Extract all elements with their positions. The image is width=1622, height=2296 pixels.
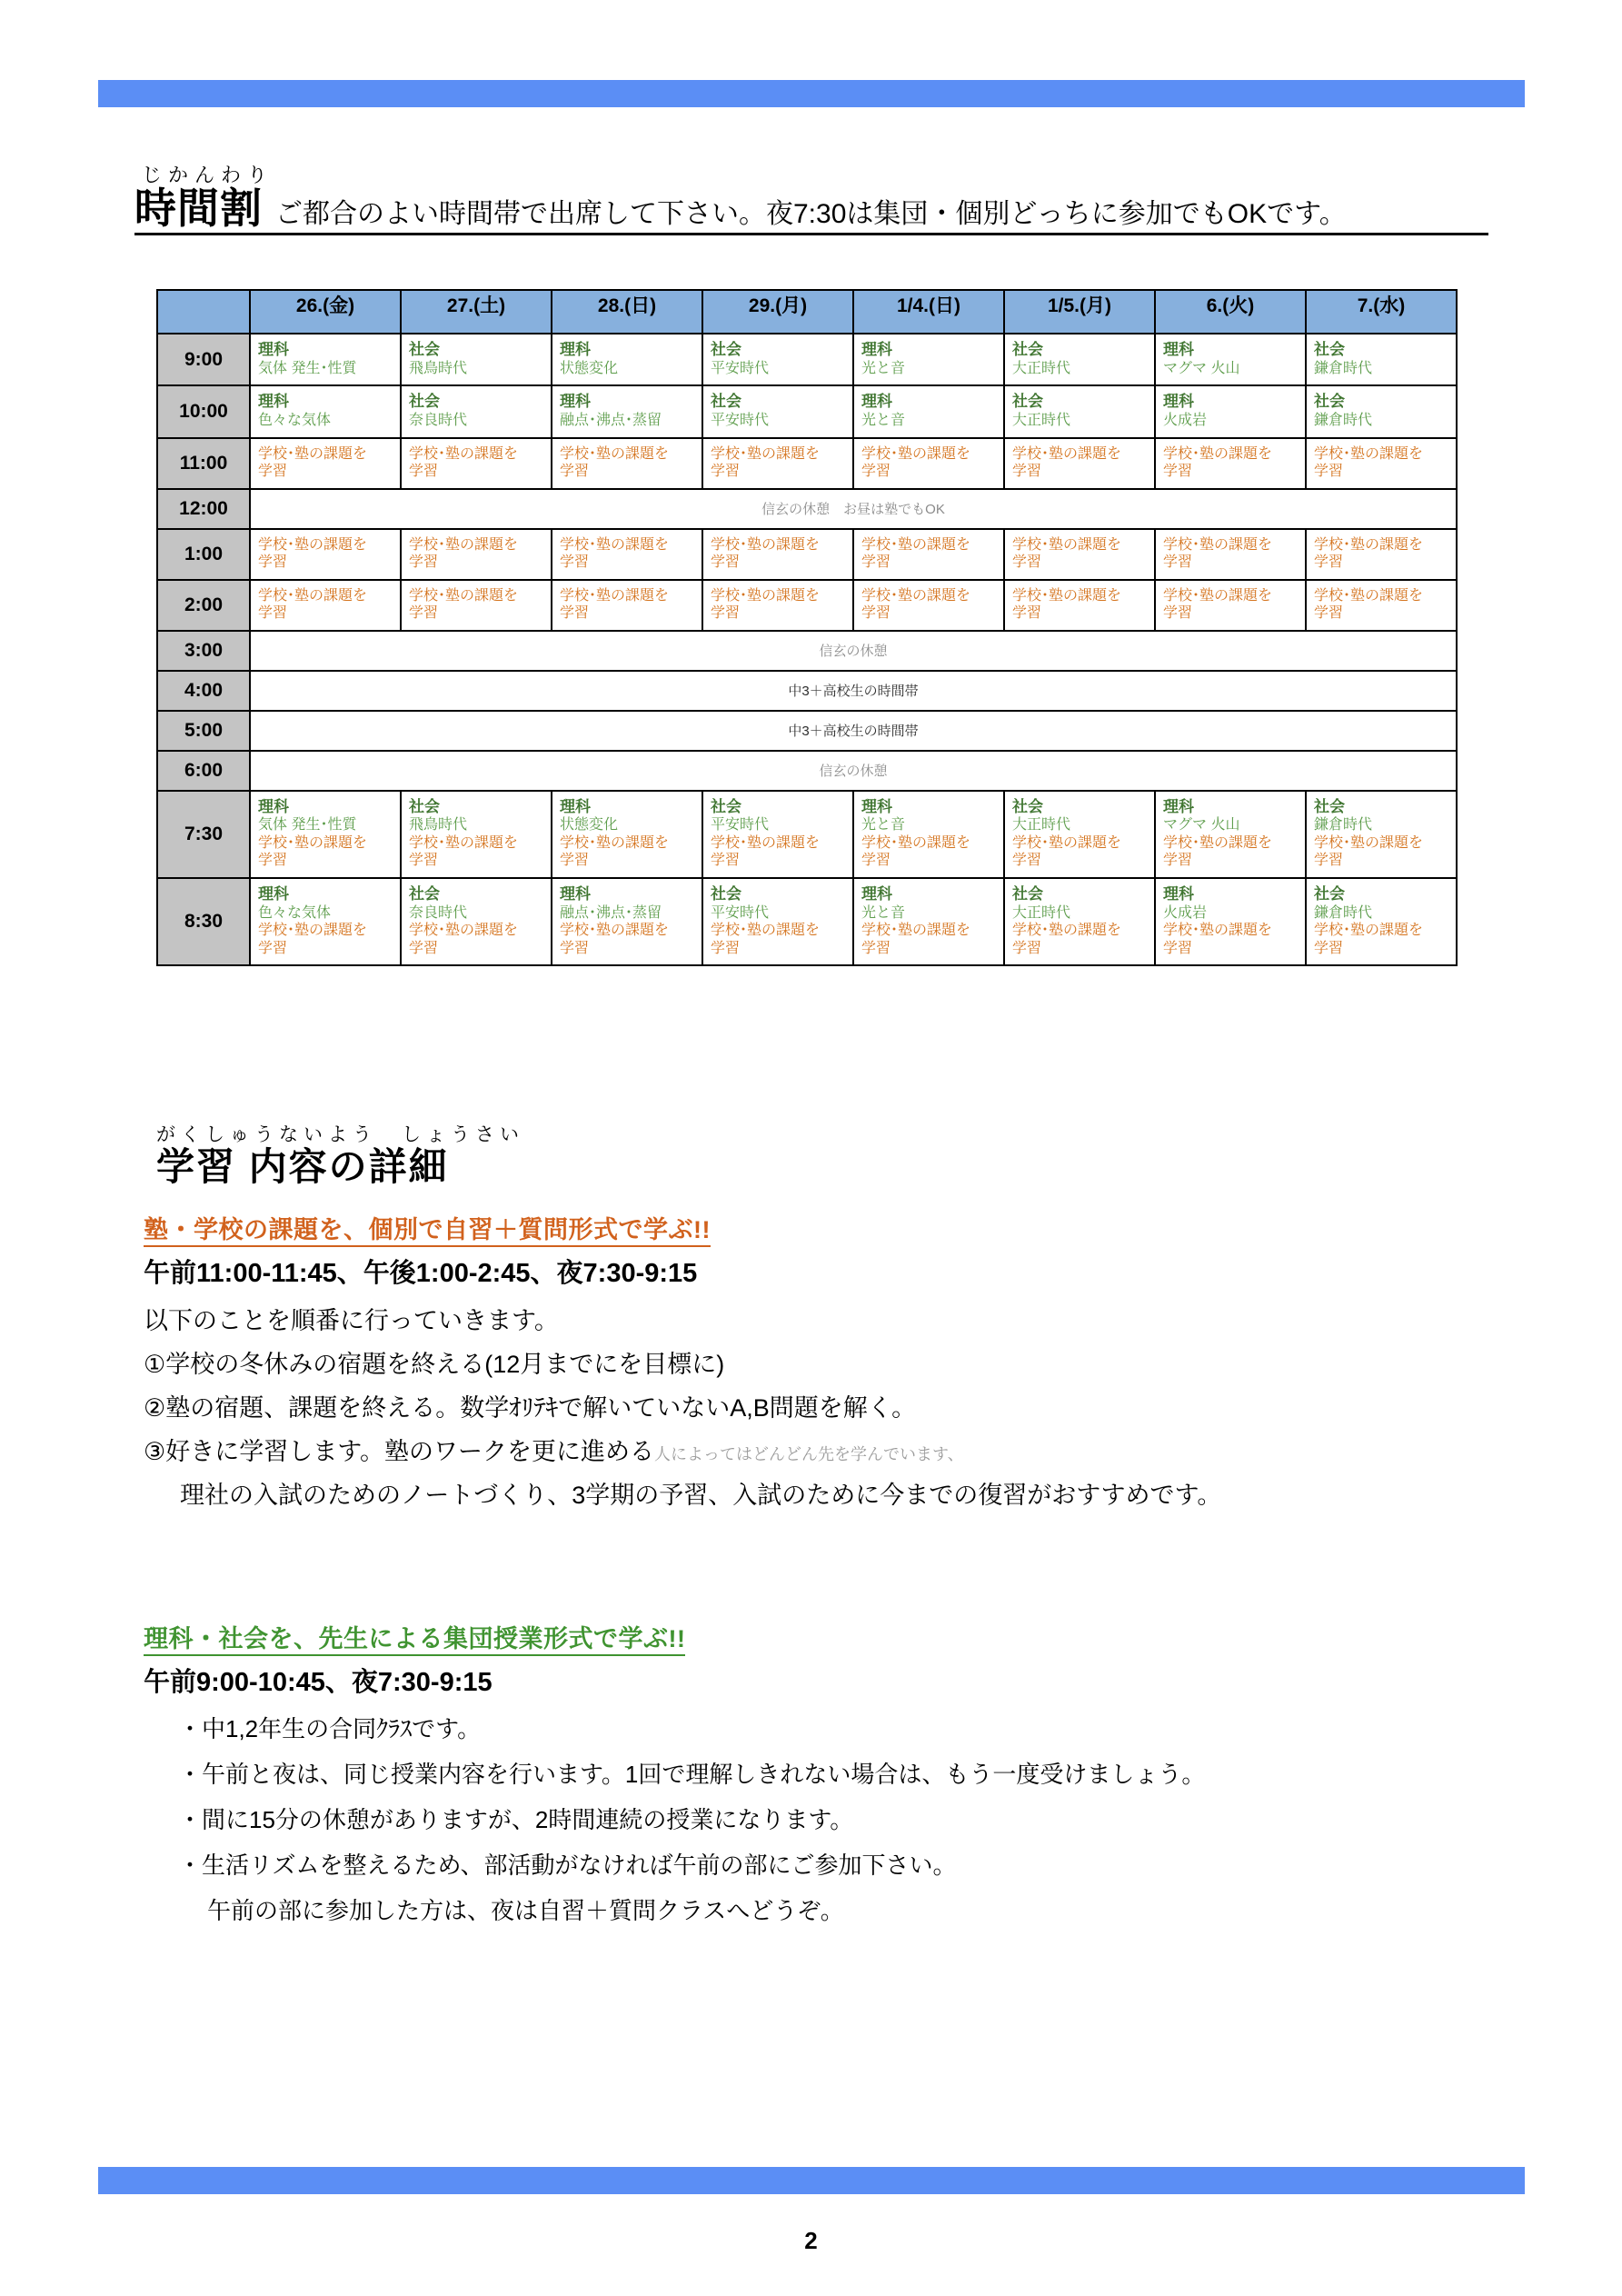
timetable-cell xyxy=(853,878,1004,965)
cell-homework-line1: 学校･塾の課題を xyxy=(861,834,971,851)
timetable-cell xyxy=(250,580,401,631)
cell-subject: 理科 xyxy=(560,884,591,903)
timetable-row xyxy=(157,671,1457,711)
cell-topic: 火成岩 xyxy=(1163,412,1208,428)
timetable-cell xyxy=(702,385,853,437)
cell-homework-line1: 学校･塾の課題を xyxy=(1163,445,1273,462)
cell-homework-line2: 学習 xyxy=(409,605,439,622)
timetable-row xyxy=(157,878,1457,965)
timetable-cell xyxy=(853,334,1004,385)
cell-homework-line2: 学習 xyxy=(1012,605,1042,622)
cell-homework-line2: 学習 xyxy=(409,464,439,480)
cell-homework-line1: 学校･塾の課題を xyxy=(258,923,368,939)
timetable-cell xyxy=(250,438,401,489)
timetable-body xyxy=(157,334,1457,965)
timetable-day-header: 1/4.(日) xyxy=(853,290,1004,334)
cell-homework-line1: 学校･塾の課題を xyxy=(1314,587,1424,604)
cell-topic: 奈良時代 xyxy=(409,412,468,428)
cell-topic: 平安時代 xyxy=(711,817,770,834)
cell-homework-line2: 学習 xyxy=(1314,853,1344,869)
cell-homework-line2: 学習 xyxy=(861,853,891,869)
timetable-row xyxy=(157,489,1457,529)
cell-homework-line2: 学習 xyxy=(1163,940,1193,956)
timetable-cell xyxy=(552,385,702,437)
cell-topic: 鎌倉時代 xyxy=(1314,412,1373,428)
title-furigana: じかんわり xyxy=(142,164,274,186)
cell-homework-line2: 学習 xyxy=(258,605,288,622)
cell-homework-line2: 学習 xyxy=(409,554,439,571)
cell-topic: 融点･沸点･蒸留 xyxy=(560,412,662,428)
cell-homework-line2: 学習 xyxy=(258,554,288,571)
timetable-merged-cell: 中3＋高校生の時間帯 xyxy=(250,671,1457,711)
timetable-day-header: 28.(日) xyxy=(552,290,702,334)
cell-topic: 鎌倉時代 xyxy=(1314,360,1373,376)
cell-subject: 社会 xyxy=(1314,884,1345,903)
cell-homework-line1: 学校･塾の課題を xyxy=(1012,445,1122,462)
cell-homework-line2: 学習 xyxy=(861,554,891,571)
cell-homework-line2: 学習 xyxy=(711,464,741,480)
timetable-cell xyxy=(702,878,853,965)
section2-bullet-4-continued: 午前の部に参加した方は、夜は自習＋質問クラスへどうぞ。 xyxy=(207,1897,844,1924)
cell-subject: 社会 xyxy=(1012,393,1043,411)
timetable-cell xyxy=(1004,791,1155,878)
cell-subject: 社会 xyxy=(409,341,440,358)
cell-topic: 飛鳥時代 xyxy=(409,360,468,376)
cell-homework-line1: 学校･塾の課題を xyxy=(560,536,670,553)
timetable-cell xyxy=(853,791,1004,878)
timetable-cell xyxy=(702,529,853,580)
cell-homework-line2: 学習 xyxy=(258,940,288,956)
section1-item-3-note: 人によってはどんどん先を学んでいます、 xyxy=(654,1445,964,1463)
timetable-cell xyxy=(1004,334,1155,385)
timetable-row xyxy=(157,711,1457,751)
cell-topic: 鎌倉時代 xyxy=(1314,904,1373,921)
timetable-cell xyxy=(702,334,853,385)
timetable-cell xyxy=(702,791,853,878)
cell-topic: 飛鳥時代 xyxy=(409,817,468,834)
details-heading: 学習 内容の詳細 xyxy=(156,1145,449,1188)
cell-homework-line2: 学習 xyxy=(1163,554,1193,571)
timetable-time-label: 4:00 xyxy=(157,671,250,711)
cell-homework-line1: 学校･塾の課題を xyxy=(560,587,670,604)
cell-homework-line1: 学校･塾の課題を xyxy=(1314,445,1424,462)
cell-homework-line2: 学習 xyxy=(409,853,439,869)
cell-topic: 色々な気体 xyxy=(258,412,332,428)
cell-subject: 社会 xyxy=(1012,797,1043,815)
cell-subject: 社会 xyxy=(711,797,741,815)
timetable-day-header: 27.(土) xyxy=(401,290,552,334)
timetable-merged-cell: 信玄の休憩 xyxy=(250,751,1457,791)
cell-topic: 光と音 xyxy=(861,817,906,834)
cell-homework-line1: 学校･塾の課題を xyxy=(1012,834,1122,851)
timetable-day-header: 29.(月) xyxy=(702,290,853,334)
timetable-row xyxy=(157,529,1457,580)
timetable-cell xyxy=(853,580,1004,631)
timetable-cell xyxy=(552,791,702,878)
timetable-cell xyxy=(1155,529,1306,580)
timetable-time-label: 6:00 xyxy=(157,751,250,791)
cell-homework-line1: 学校･塾の課題を xyxy=(560,923,670,939)
timetable-cell xyxy=(702,438,853,489)
cell-topic: 平安時代 xyxy=(711,360,770,376)
cell-subject: 理科 xyxy=(861,884,892,903)
section2-bullet-3: ・間に15分の休憩がありますが、2時間連続の授業になります。 xyxy=(178,1806,854,1833)
cell-topic: 大正時代 xyxy=(1012,817,1071,834)
cell-subject: 社会 xyxy=(1314,393,1345,411)
top-accent-bar xyxy=(98,80,1525,107)
timetable-row xyxy=(157,631,1457,671)
section1-intro: 以下のことを順番に行っていきます。 xyxy=(144,1307,559,1334)
timetable-cell xyxy=(250,529,401,580)
cell-homework-line2: 学習 xyxy=(1163,853,1193,869)
cell-subject: 理科 xyxy=(258,797,289,815)
timetable-cell xyxy=(401,529,552,580)
cell-homework-line2: 学習 xyxy=(560,605,590,622)
timetable-merged-cell: 信玄の休憩 xyxy=(250,631,1457,671)
cell-homework-line1: 学校･塾の課題を xyxy=(409,445,519,462)
cell-subject: 社会 xyxy=(409,393,440,411)
cell-subject: 社会 xyxy=(1314,797,1345,815)
timetable-time-label: 9:00 xyxy=(157,334,250,385)
cell-homework-line1: 学校･塾の課題を xyxy=(1163,834,1273,851)
cell-homework-line2: 学習 xyxy=(1163,464,1193,480)
timetable-cell xyxy=(1004,580,1155,631)
timetable-day-header: 1/5.(月) xyxy=(1004,290,1155,334)
cell-homework-line1: 学校･塾の課題を xyxy=(258,587,368,604)
cell-topic: 鎌倉時代 xyxy=(1314,817,1373,834)
cell-subject: 理科 xyxy=(1163,393,1194,411)
cell-homework-line1: 学校･塾の課題を xyxy=(560,445,670,462)
cell-homework-line2: 学習 xyxy=(258,853,288,869)
cell-subject: 社会 xyxy=(711,393,741,411)
cell-topic: 大正時代 xyxy=(1012,412,1071,428)
cell-subject: 社会 xyxy=(1314,341,1345,358)
cell-homework-line1: 学校･塾の課題を xyxy=(711,923,821,939)
timetable-header-row xyxy=(157,290,1457,334)
cell-subject: 理科 xyxy=(560,797,591,815)
cell-topic: 気体 発生･性質 xyxy=(258,360,357,376)
cell-homework-line1: 学校･塾の課題を xyxy=(1314,923,1424,939)
timetable-merged-cell: 信玄の休憩 お昼は塾でもOK xyxy=(250,489,1457,529)
timetable-row xyxy=(157,791,1457,878)
timetable-cell xyxy=(1155,878,1306,965)
page-number: 2 xyxy=(804,2227,818,2254)
cell-subject: 社会 xyxy=(409,797,440,815)
timetable-cell xyxy=(1155,791,1306,878)
cell-homework-line1: 学校･塾の課題を xyxy=(1314,834,1424,851)
cell-homework-line1: 学校･塾の課題を xyxy=(1163,587,1273,604)
timetable-cell xyxy=(1004,438,1155,489)
section1-title: 塾・学校の課題を、個別で自習＋質問形式で学ぶ!! xyxy=(144,1216,711,1247)
timetable-header xyxy=(157,290,1457,334)
timetable-time-label: 8:30 xyxy=(157,878,250,965)
timetable-cell xyxy=(1306,385,1457,437)
timetable-cell xyxy=(1004,529,1155,580)
cell-homework-line2: 学習 xyxy=(1012,940,1042,956)
cell-subject: 社会 xyxy=(711,884,741,903)
timetable-cell xyxy=(552,438,702,489)
cell-topic: 状態変化 xyxy=(560,360,619,376)
title-line xyxy=(134,187,1488,235)
timetable-cell xyxy=(1306,791,1457,878)
cell-homework-line2: 学習 xyxy=(861,940,891,956)
timetable-time-label: 5:00 xyxy=(157,711,250,751)
cell-topic: マグマ 火山 xyxy=(1163,817,1240,834)
cell-homework-line2: 学習 xyxy=(560,554,590,571)
cell-homework-line2: 学習 xyxy=(1012,464,1042,480)
timetable-day-header: 26.(金) xyxy=(250,290,401,334)
section2-bullet-2: ・午前と夜は、同じ授業内容を行います。1回で理解しきれない場合は、もう一度受けましょう。 xyxy=(178,1761,1206,1788)
section1-item-1: ①学校の冬休みの宿題を終える(12月までにを目標に) xyxy=(144,1351,725,1378)
cell-homework-line2: 学習 xyxy=(560,853,590,869)
cell-topic: 光と音 xyxy=(861,412,906,428)
cell-subject: 理科 xyxy=(1163,884,1194,903)
timetable-time-label: 10:00 xyxy=(157,385,250,437)
timetable-cell xyxy=(702,580,853,631)
section1-item-2: ②塾の宿題、課題を終える。数学ｵﾘﾃｷで解いていないA,B問題を解く。 xyxy=(144,1394,917,1422)
timetable-cell xyxy=(552,529,702,580)
timetable-cell xyxy=(1155,385,1306,437)
cell-subject: 理科 xyxy=(258,884,289,903)
timetable-cell xyxy=(1306,580,1457,631)
timetable-cell xyxy=(1004,385,1155,437)
cell-homework-line2: 学習 xyxy=(861,464,891,480)
section2-bullet-1: ・中1,2年生の合同ｸﾗｽです。 xyxy=(178,1715,482,1742)
cell-topic: 平安時代 xyxy=(711,412,770,428)
cell-homework-line2: 学習 xyxy=(1314,554,1344,571)
cell-topic: 平安時代 xyxy=(711,904,770,921)
cell-topic: 大正時代 xyxy=(1012,904,1071,921)
timetable-time-label: 7:30 xyxy=(157,791,250,878)
cell-homework-line2: 学習 xyxy=(861,605,891,622)
details-heading-block xyxy=(144,1120,524,1186)
timetable-cell xyxy=(1155,580,1306,631)
timetable-cell xyxy=(401,878,552,965)
timetable-cell xyxy=(853,529,1004,580)
timetable-time-label: 1:00 xyxy=(157,529,250,580)
cell-homework-line2: 学習 xyxy=(560,940,590,956)
cell-topic: 状態変化 xyxy=(560,817,619,834)
cell-homework-line2: 学習 xyxy=(711,554,741,571)
cell-subject: 理科 xyxy=(258,393,289,411)
cell-homework-line1: 学校･塾の課題を xyxy=(409,587,519,604)
section2-times: 午前9:00-10:45、夜7:30-9:15 xyxy=(144,1668,493,1697)
timetable-cell xyxy=(1306,529,1457,580)
timetable-cell xyxy=(401,438,552,489)
timetable-row xyxy=(157,385,1457,437)
timetable-time-label: 3:00 xyxy=(157,631,250,671)
timetable-cell xyxy=(1155,438,1306,489)
cell-homework-line1: 学校･塾の課題を xyxy=(409,834,519,851)
cell-topic: 色々な気体 xyxy=(258,904,332,921)
cell-subject: 理科 xyxy=(861,797,892,815)
section1-item-3-continued: 理社の入試のためのノートづくり、3学期の予習、入試のために今までの復習がおすすめです。 xyxy=(180,1482,1222,1509)
timetable-cell xyxy=(250,334,401,385)
cell-homework-line2: 学習 xyxy=(711,605,741,622)
title-subtitle: ご都合のよい時間帯で出席して下さい。夜7:30は集団・個別どっちに参加でもOKです。 xyxy=(275,199,1347,229)
cell-homework-line2: 学習 xyxy=(1314,605,1344,622)
cell-homework-line1: 学校･塾の課題を xyxy=(711,834,821,851)
cell-subject: 社会 xyxy=(1012,341,1043,358)
cell-homework-line2: 学習 xyxy=(1012,554,1042,571)
timetable-cell xyxy=(1306,878,1457,965)
timetable-time-label: 12:00 xyxy=(157,489,250,529)
timetable xyxy=(156,289,1458,966)
cell-homework-line1: 学校･塾の課題を xyxy=(258,445,368,462)
timetable-cell xyxy=(552,334,702,385)
cell-homework-line1: 学校･塾の課題を xyxy=(1163,923,1273,939)
cell-subject: 理科 xyxy=(258,341,289,358)
section2-bullet-4: ・生活リズムを整えるため、部活動がなければ午前の部にご参加下さい。 xyxy=(178,1852,957,1879)
cell-homework-line1: 学校･塾の課題を xyxy=(861,445,971,462)
cell-homework-line1: 学校･塾の課題を xyxy=(861,536,971,553)
timetable-row xyxy=(157,751,1457,791)
timetable-cell xyxy=(1306,334,1457,385)
section1-times: 午前11:00-11:45、午後1:00-2:45、夜7:30-9:15 xyxy=(144,1259,698,1288)
timetable-cell xyxy=(250,385,401,437)
timetable-cell xyxy=(552,580,702,631)
cell-homework-line1: 学校･塾の課題を xyxy=(560,834,670,851)
cell-homework-line1: 学校･塾の課題を xyxy=(1012,923,1122,939)
cell-homework-line2: 学習 xyxy=(1314,464,1344,480)
cell-topic: マグマ 火山 xyxy=(1163,360,1240,376)
timetable-day-header: 7.(水) xyxy=(1306,290,1457,334)
timetable-cell xyxy=(1155,334,1306,385)
cell-homework-line2: 学習 xyxy=(711,940,741,956)
cell-homework-line1: 学校･塾の課題を xyxy=(409,923,519,939)
cell-homework-line2: 学習 xyxy=(1314,940,1344,956)
cell-subject: 理科 xyxy=(861,341,892,358)
timetable-cell xyxy=(853,438,1004,489)
cell-topic: 気体 発生･性質 xyxy=(258,817,357,834)
cell-homework-line1: 学校･塾の課題を xyxy=(1314,536,1424,553)
timetable-row xyxy=(157,438,1457,489)
cell-homework-line1: 学校･塾の課題を xyxy=(861,587,971,604)
timetable-cell xyxy=(1306,438,1457,489)
cell-subject: 社会 xyxy=(409,884,440,903)
timetable-cell xyxy=(250,878,401,965)
cell-homework-line1: 学校･塾の課題を xyxy=(1012,587,1122,604)
bottom-accent-bar xyxy=(98,2167,1525,2194)
timetable-cell xyxy=(401,791,552,878)
timetable-merged-cell: 中3＋高校生の時間帯 xyxy=(250,711,1457,751)
timetable-cell xyxy=(552,878,702,965)
cell-homework-line1: 学校･塾の課題を xyxy=(409,536,519,553)
cell-homework-line1: 学校･塾の課題を xyxy=(711,587,821,604)
cell-homework-line1: 学校･塾の課題を xyxy=(711,536,821,553)
cell-homework-line2: 学習 xyxy=(1012,853,1042,869)
cell-subject: 社会 xyxy=(1012,884,1043,903)
cell-subject: 理科 xyxy=(1163,341,1194,358)
cell-subject: 理科 xyxy=(560,393,591,411)
timetable-cell xyxy=(250,791,401,878)
cell-homework-line1: 学校･塾の課題を xyxy=(861,923,971,939)
section1-item-3 xyxy=(144,1438,964,1466)
timetable-cell xyxy=(853,385,1004,437)
cell-subject: 理科 xyxy=(861,393,892,411)
cell-homework-line1: 学校･塾の課題を xyxy=(1163,536,1273,553)
cell-homework-line2: 学習 xyxy=(258,464,288,480)
cell-topic: 光と音 xyxy=(861,904,906,921)
cell-subject: 社会 xyxy=(711,341,741,358)
timetable-cell xyxy=(401,580,552,631)
section2-title: 理科・社会を、先生による集団授業形式で学ぶ!! xyxy=(144,1625,685,1656)
timetable-day-header: 6.(火) xyxy=(1155,290,1306,334)
timetable-cell xyxy=(401,334,552,385)
cell-subject: 理科 xyxy=(1163,797,1194,815)
timetable-time-label: 11:00 xyxy=(157,438,250,489)
cell-homework-line2: 学習 xyxy=(1163,605,1193,622)
timetable-cell xyxy=(1004,878,1155,965)
details-heading-furigana: がくしゅうないよう しょうさい xyxy=(156,1124,524,1145)
cell-homework-line2: 学習 xyxy=(711,853,741,869)
page-title: 時間割 xyxy=(134,185,263,232)
timetable-cell xyxy=(401,385,552,437)
timetable-row xyxy=(157,334,1457,385)
timetable-row xyxy=(157,580,1457,631)
cell-topic: 奈良時代 xyxy=(409,904,468,921)
title-block xyxy=(134,165,1488,235)
cell-homework-line1: 学校･塾の課題を xyxy=(258,834,368,851)
cell-homework-line2: 学習 xyxy=(560,464,590,480)
cell-homework-line2: 学習 xyxy=(409,940,439,956)
cell-topic: 大正時代 xyxy=(1012,360,1071,376)
section1-item-3-main: ③好きに学習します。塾のワークを更に進める xyxy=(144,1438,655,1465)
cell-topic: 光と音 xyxy=(861,360,906,376)
timetable-time-label: 2:00 xyxy=(157,580,250,631)
cell-homework-line1: 学校･塾の課題を xyxy=(1012,536,1122,553)
cell-topic: 火成岩 xyxy=(1163,904,1208,921)
cell-homework-line1: 学校･塾の課題を xyxy=(711,445,821,462)
cell-subject: 理科 xyxy=(560,341,591,358)
cell-homework-line1: 学校･塾の課題を xyxy=(258,536,368,553)
cell-topic: 融点･沸点･蒸留 xyxy=(560,904,662,921)
timetable-corner-cell xyxy=(157,290,250,334)
